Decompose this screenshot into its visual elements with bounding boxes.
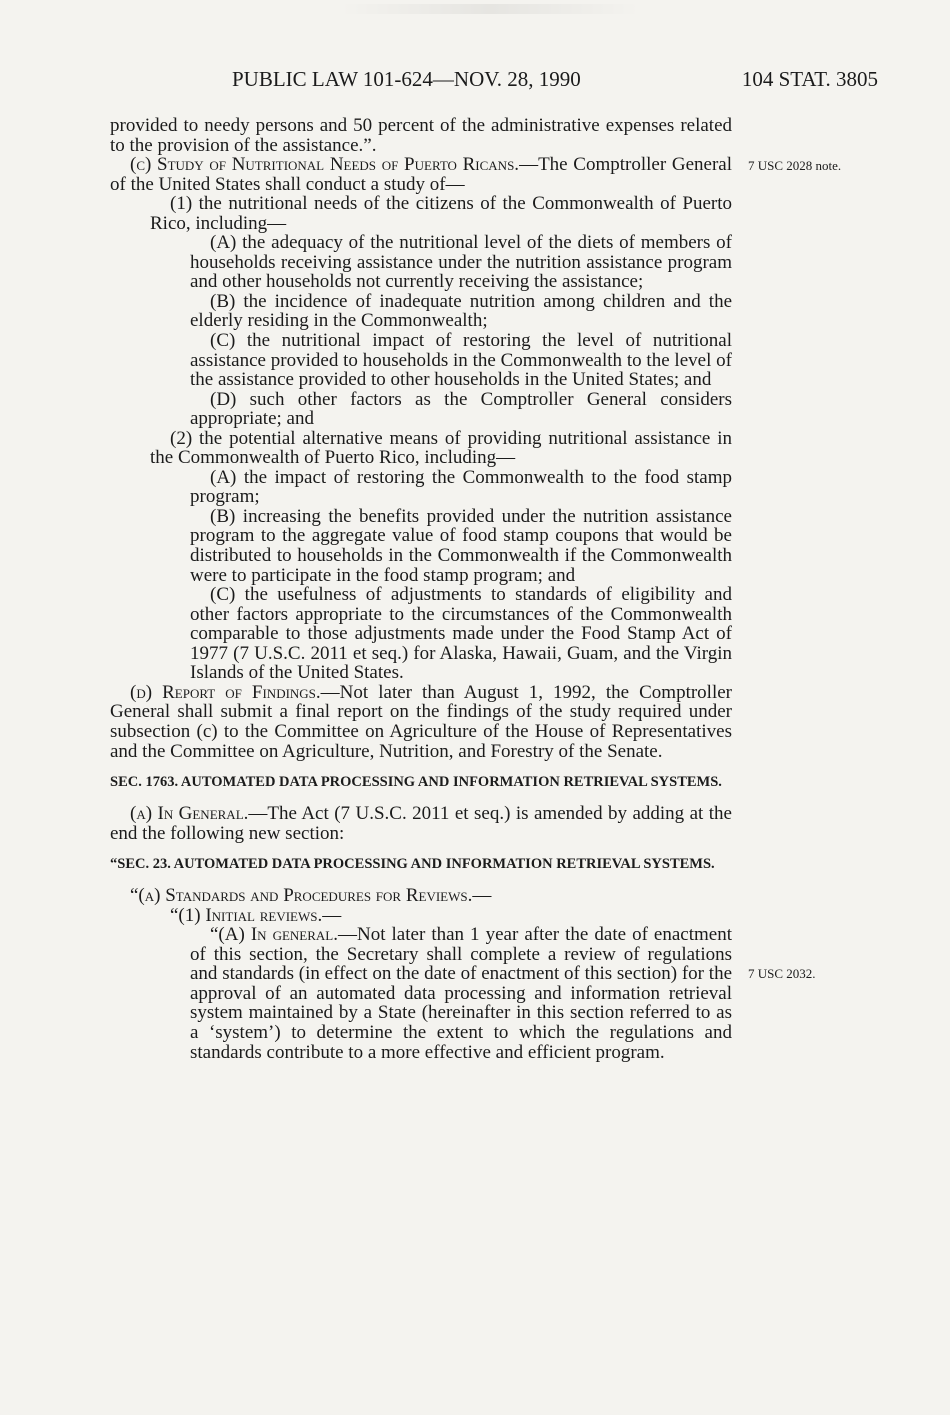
subsection-d (110, 683, 732, 761)
subsection-d-text: —Not later than August 1, 1992, the Comptroller General shall submit a final report on the findings of the study required under subsection (c) to the Committee on Agriculture of the House of Representatives and the Committee on Agriculture, Nutrition, and Forestry of the Senate. (110, 681, 732, 762)
paragraph-c-1-C: (C) the nutritional impact of restoring the level of nutritional assistance provided to households in the Commonwealth to the level of the assistance provided to other households in the United States; and (190, 330, 732, 391)
section-23-heading: “SEC. 23. AUTOMATED DATA PROCESSING AND INFORMATION RETRIEVAL SYSTEMS. (110, 856, 715, 873)
stat-reference: 104 STAT. 3805 (741, 67, 878, 91)
paragraph-c-1-B: (B) the incidence of inadequate nutrition among children and the elderly residing in the Commonwealth; (190, 290, 732, 332)
in-general-text: —Not later than 1 year after the date of enactment of this section, the Secretary shall complete a review of regulations and standards (in effect on the date of enactment of this section) for the approval of an automated data processing and information retrieval system maintained by a State (hereinafter in this section referred to as a ‘system’) to determine the extent to which the regulations and standards contribute to a more effective and efficient program. (190, 924, 732, 1063)
subsection-c (110, 155, 732, 194)
paragraph-c-1-D: (D) such other factors as the Comptroller General considers appropriate; and (190, 388, 732, 430)
subsection-d-heading: (d) Report of Findings. (130, 681, 321, 703)
paragraph-c-2: (2) the potential alternative means of providing nutritional assistance in the Commonwealth of Puerto Rico, including— (150, 427, 732, 469)
subsection-a (110, 804, 732, 843)
subsection-c-text: —The Comptroller General of the United States shall conduct a study of— (110, 154, 732, 195)
paragraph-c-1: (1) the nutritional needs of the citizens of the Commonwealth of Puerto Rico, including— (150, 193, 732, 234)
subsection-a-heading: (a) In General. (130, 803, 249, 825)
paragraph-c-2-A: (A) the impact of restoring the Commonwealth to the food stamp program; (190, 466, 732, 508)
scan-artifact (340, 4, 640, 14)
paragraph-continuation: provided to needy persons and 50 percent of the administrative expenses related to the provision of the assistance.”. (110, 115, 732, 156)
paragraph-c-1-A: (A) the adequacy of the nutritional level of the diets of members of households receiving assistance under the nutrition assistance program and other households not currently receiving the assistance; (190, 232, 732, 293)
running-head: PUBLIC LAW 101-624—NOV. 28, 1990 (232, 67, 581, 91)
body-text (110, 116, 732, 1062)
in-general-heading: “(A) In general. (210, 924, 338, 946)
in-general-paragraph (110, 925, 732, 1062)
margin-note-usc-2028: 7 USC 2028 note. (748, 158, 842, 173)
paragraph-c-2-B: (B) increasing the benefits provided under the nutrition assistance program to the aggregate value of food stamp coupons that would be distributed to households in the Commonwealth if the Commonwealth were to participate in the food stamp program; and (190, 505, 732, 586)
section-1763-heading: SEC. 1763. AUTOMATED DATA PROCESSING AND INFORMATION RETRIEVAL SYSTEMS. (110, 774, 722, 791)
subsection-c-heading: (c) Study of Nutritional Needs of Puerto Ricans. (130, 154, 520, 176)
margin-note-usc-2032: 7 USC 2032. (748, 966, 816, 981)
subsection-a-text: —The Act (7 U.S.C. 2011 et seq.) is amended by adding at the end the following new section: (110, 803, 732, 844)
standards-procedures-heading: “(a) Standards and Procedures for Reviews.— (130, 885, 492, 907)
paragraph-c-2-C: (C) the usefulness of adjustments to standards of eligibility and other factors appropriate to the circumstances of the Commonwealth comparable to those adjustments made under the Food Stamp Act of 1977 (7 U.S.C. 2011 et seq.) for Alaska, Hawaii, Guam, and the Virgin Islands of the United States. (190, 584, 732, 684)
initial-reviews-heading: “(1) Initial reviews.— (170, 904, 342, 926)
